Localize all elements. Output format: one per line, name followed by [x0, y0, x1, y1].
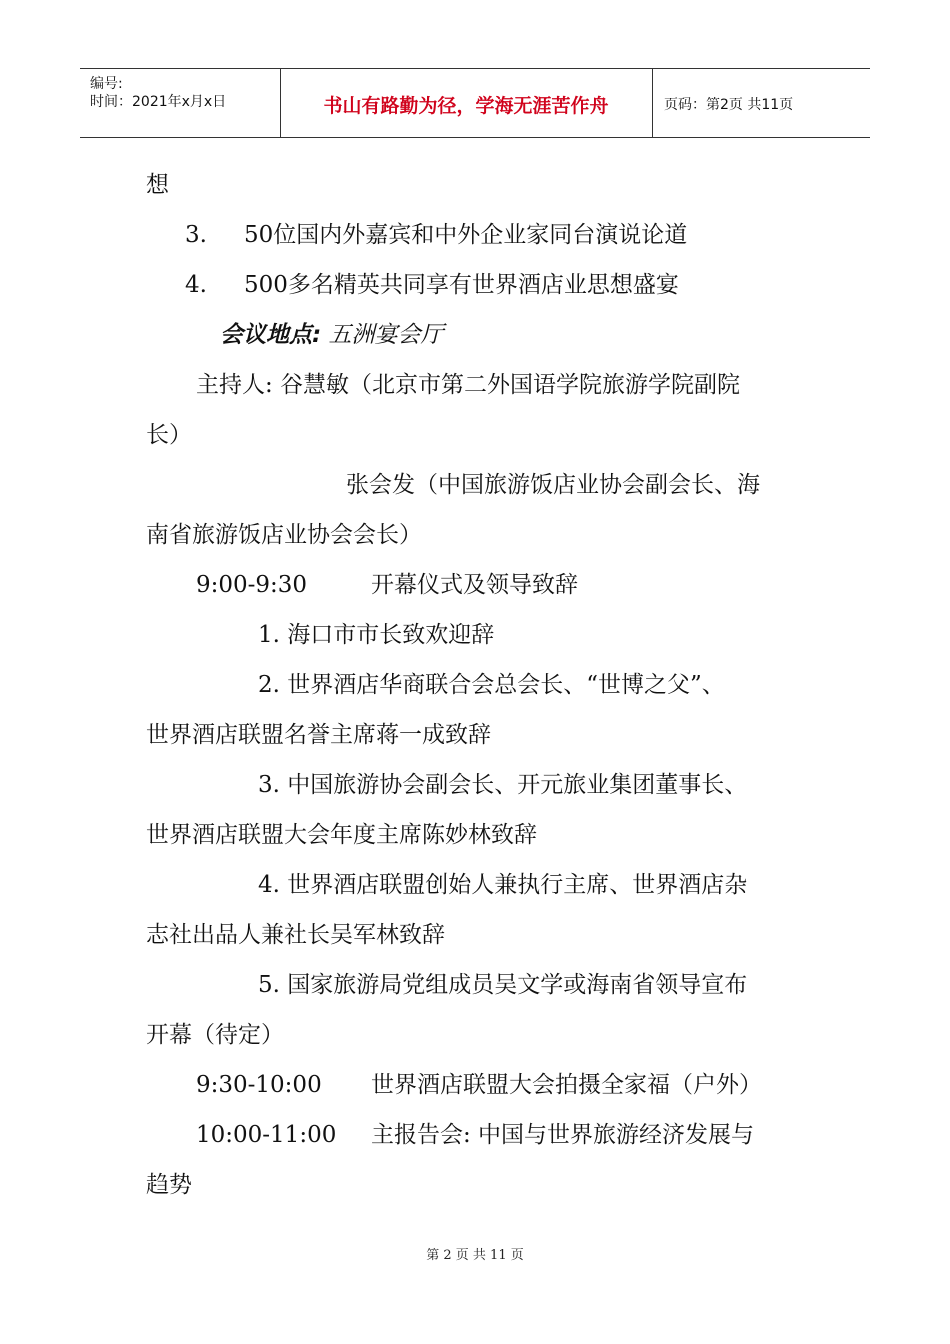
venue-label: 会议地点:: [220, 322, 322, 348]
session-title: 世界酒店联盟大会拍摄全家福（户外）: [371, 1072, 762, 1098]
speech-item: 2. 世界酒店华商联合会总会长、“世博之父”、: [258, 672, 725, 698]
speech-item: 开幕（待定）: [146, 1022, 284, 1048]
speech-item: 3. 中国旅游协会副会长、开元旅业集团董事长、: [258, 772, 748, 798]
list-item-number: 3.: [185, 222, 207, 248]
speech-item: 世界酒店联盟大会年度主席陈妙林致辞: [146, 822, 537, 848]
list-item-text: 500多名精英共同享有世界酒店业思想盛宴: [244, 272, 679, 298]
host-line: 长）: [146, 422, 192, 448]
document-number-label: 编号:: [90, 76, 123, 92]
venue-value: 五洲宴会厅: [328, 322, 444, 348]
header-motto-cell: [280, 69, 653, 137]
session-time: 9:30-10:00: [196, 1072, 322, 1098]
list-item-text: 50位国内外嘉宾和中外企业家同台演说论道: [244, 222, 688, 248]
session-title: 主报告会: 中国与世界旅游经济发展与: [371, 1122, 755, 1148]
venue-line: [220, 320, 444, 350]
session-time: 9:00-9:30: [196, 572, 308, 598]
continued-text: 想: [146, 172, 169, 198]
header-page-code: 页码：第2页 共11页: [664, 97, 794, 113]
list-item-number: 4.: [185, 272, 207, 298]
session-title: 趋势: [146, 1172, 192, 1198]
host-line: 南省旅游饭店业协会会长）: [146, 522, 422, 548]
page-header: [80, 68, 870, 138]
speech-item: 5. 国家旅游局党组成员吴文学或海南省领导宣布: [258, 972, 748, 998]
header-motto: 书山有路勤为径，学海无涯苦作舟: [323, 95, 609, 117]
host-line: 主持人: 谷慧敏（北京市第二外国语学院旅游学院副院: [196, 372, 741, 398]
host-line: 张会发（中国旅游饭店业协会副会长、海: [346, 472, 760, 498]
header-page-cell: [652, 69, 870, 137]
header-meta-cell: [80, 69, 281, 137]
document-date: 时间：2021年x月x日: [90, 94, 227, 110]
session-title: 开幕仪式及领导致辞: [371, 572, 578, 598]
speech-item: 志社出品人兼社长吴军林致辞: [146, 922, 445, 948]
session-time: 10:00-11:00: [196, 1122, 337, 1148]
speech-item: 世界酒店联盟名誉主席蒋一成致辞: [146, 722, 491, 748]
speech-item: 1. 海口市市长致欢迎辞: [258, 622, 495, 648]
page-footer: 第 2 页 共 11 页: [426, 1248, 524, 1263]
speech-item: 4. 世界酒店联盟创始人兼执行主席、世界酒店杂: [258, 872, 748, 898]
